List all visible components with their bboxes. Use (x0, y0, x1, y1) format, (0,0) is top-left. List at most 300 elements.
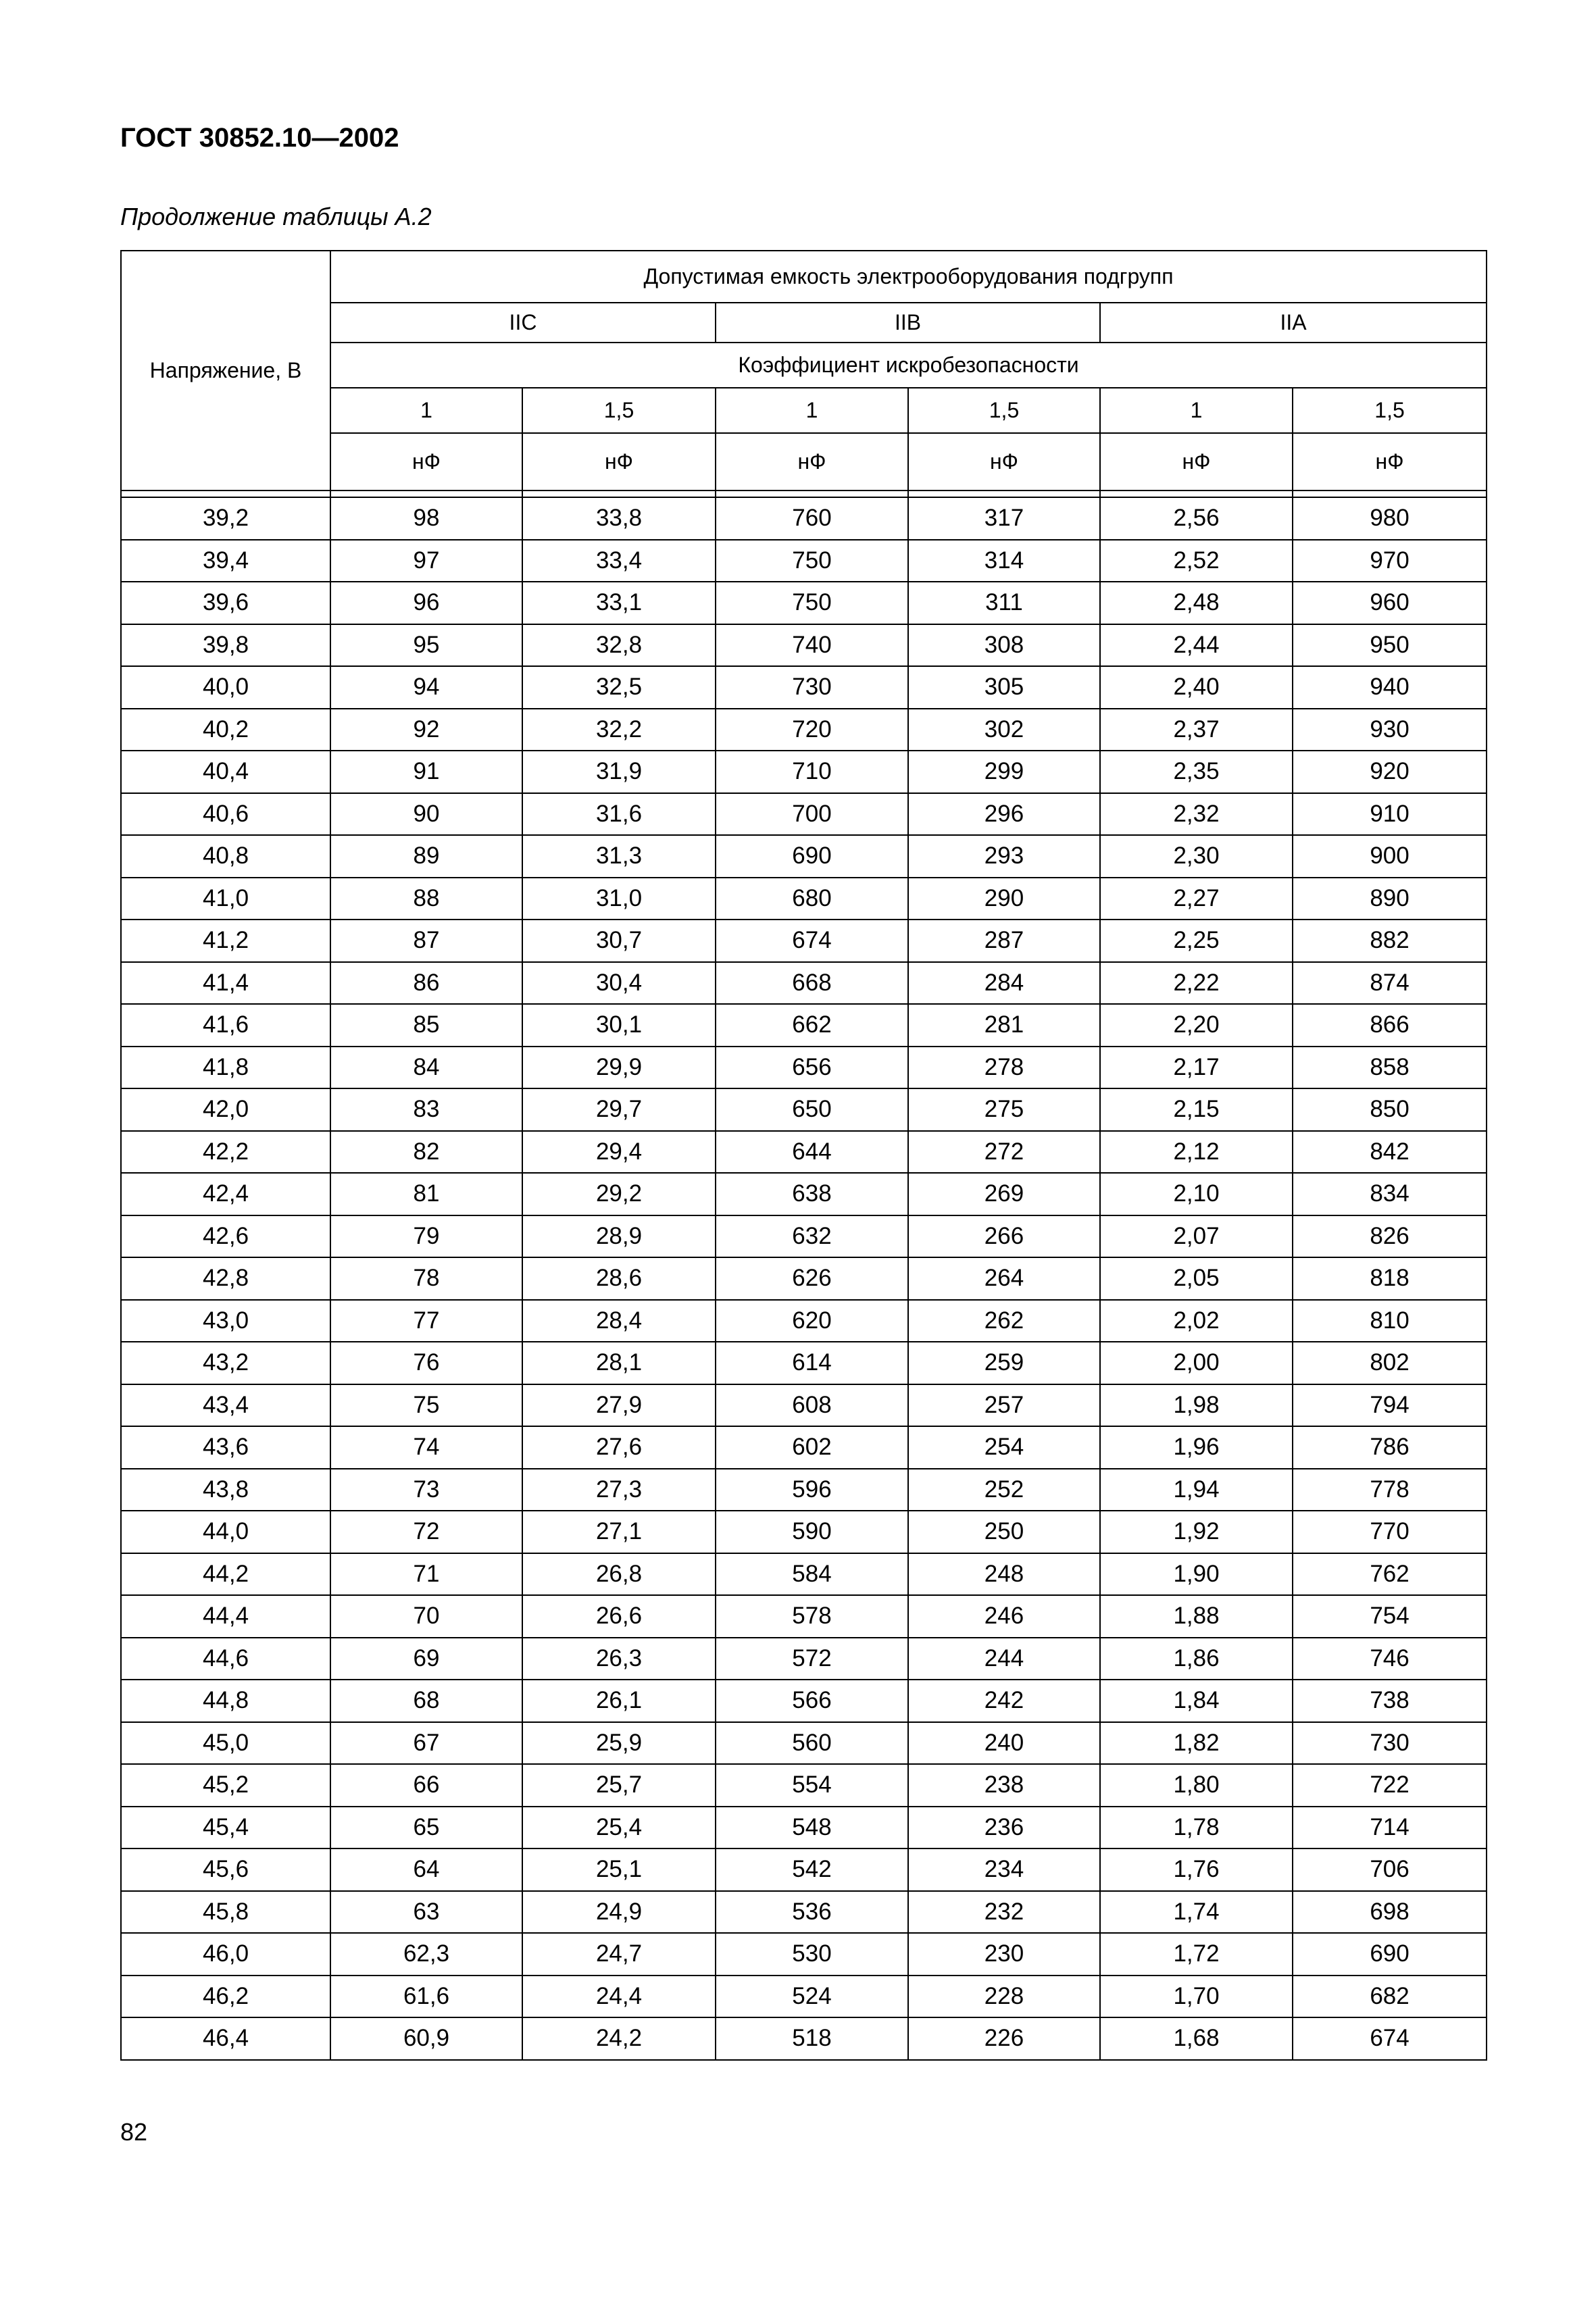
capacitance-cell: 85 (330, 1004, 522, 1047)
capacitance-cell: 27,1 (522, 1511, 716, 1553)
header-separator (121, 491, 1487, 497)
table-row (121, 1891, 1487, 1934)
capacitance-cell: 2,52 (1100, 540, 1293, 582)
unit-cell: нФ (522, 433, 716, 491)
capacitance-cell: 296 (908, 793, 1100, 836)
voltage-header: Напряжение, В (121, 251, 330, 491)
capacitance-cell: 842 (1293, 1131, 1487, 1174)
table-row (121, 709, 1487, 751)
capacitance-cell: 228 (908, 1976, 1100, 2018)
table-row (121, 1469, 1487, 1511)
capacitance-cell: 97 (330, 540, 522, 582)
capacitance-cell: 62,3 (330, 1933, 522, 1976)
capacitance-cell: 27,9 (522, 1384, 716, 1427)
capacitance-cell: 79 (330, 1215, 522, 1258)
subgroup-iia-header: IIA (1100, 303, 1487, 343)
table-header (121, 251, 1487, 497)
capacitance-cell: 2,00 (1100, 1342, 1293, 1384)
capacitance-cell: 28,9 (522, 1215, 716, 1258)
capacitance-cell: 2,56 (1100, 497, 1293, 540)
capacitance-cell: 317 (908, 497, 1100, 540)
capacitance-cell: 27,3 (522, 1469, 716, 1511)
capacitance-cell: 75 (330, 1384, 522, 1427)
capacitance-cell: 24,7 (522, 1933, 716, 1976)
capacitance-cell: 314 (908, 540, 1100, 582)
capacitance-cell: 930 (1293, 709, 1487, 751)
capacitance-cell: 29,2 (522, 1173, 716, 1215)
capacitance-cell: 82 (330, 1131, 522, 1174)
capacitance-cell: 240 (908, 1722, 1100, 1765)
capacitance-cell: 834 (1293, 1173, 1487, 1215)
capacitance-cell: 74 (330, 1426, 522, 1469)
voltage-cell: 44,0 (121, 1511, 330, 1553)
capacitance-cell: 64 (330, 1848, 522, 1891)
capacitance-cell: 740 (716, 624, 908, 667)
capacitance-cell: 596 (716, 1469, 908, 1511)
capacitance-cell: 778 (1293, 1469, 1487, 1511)
capacitance-cell: 566 (716, 1680, 908, 1722)
capacitance-cell: 706 (1293, 1848, 1487, 1891)
capacitance-cell: 87 (330, 920, 522, 962)
capacitance-cell: 26,3 (522, 1638, 716, 1680)
capacitance-cell: 1,70 (1100, 1976, 1293, 2018)
capacitance-cell: 2,35 (1100, 751, 1293, 793)
capacitance-cell: 25,9 (522, 1722, 716, 1765)
capacitance-cell: 668 (716, 962, 908, 1005)
table-row (121, 1342, 1487, 1384)
table-row (121, 920, 1487, 962)
voltage-cell: 41,6 (121, 1004, 330, 1047)
capacitance-cell: 524 (716, 1976, 908, 2018)
table-row (121, 878, 1487, 920)
table-row (121, 540, 1487, 582)
capacitance-cell: 70 (330, 1595, 522, 1638)
capacitance-cell: 650 (716, 1088, 908, 1131)
capacitance-cell: 69 (330, 1638, 522, 1680)
capacitance-cell: 66 (330, 1764, 522, 1807)
capacitance-cell: 602 (716, 1426, 908, 1469)
capacitance-cell: 730 (1293, 1722, 1487, 1765)
voltage-cell: 45,2 (121, 1764, 330, 1807)
capacitance-cell: 2,07 (1100, 1215, 1293, 1258)
table-row (121, 1257, 1487, 1300)
capacitance-cell: 674 (716, 920, 908, 962)
table-row (121, 1553, 1487, 1596)
capacitance-cell: 73 (330, 1469, 522, 1511)
capacitance-cell: 33,4 (522, 540, 716, 582)
voltage-cell: 43,4 (121, 1384, 330, 1427)
capacitance-cell: 560 (716, 1722, 908, 1765)
capacitance-cell: 302 (908, 709, 1100, 751)
table-row (121, 751, 1487, 793)
capacitance-cell: 248 (908, 1553, 1100, 1596)
capacitance-cell: 614 (716, 1342, 908, 1384)
capacitance-cell: 234 (908, 1848, 1100, 1891)
capacitance-cell: 762 (1293, 1553, 1487, 1596)
capacitance-cell: 826 (1293, 1215, 1487, 1258)
voltage-cell: 42,2 (121, 1131, 330, 1174)
voltage-cell: 43,2 (121, 1342, 330, 1384)
capacitance-cell: 2,30 (1100, 835, 1293, 878)
capacitance-cell: 78 (330, 1257, 522, 1300)
capacitance-cell: 90 (330, 793, 522, 836)
capacitance-cell: 29,4 (522, 1131, 716, 1174)
capacitance-cell: 30,1 (522, 1004, 716, 1047)
voltage-cell: 43,0 (121, 1300, 330, 1342)
table-body (121, 497, 1487, 2060)
capacitance-cell: 2,10 (1100, 1173, 1293, 1215)
capacitance-cell: 269 (908, 1173, 1100, 1215)
capacitance-cell: 2,40 (1100, 666, 1293, 709)
voltage-cell: 45,8 (121, 1891, 330, 1934)
capacitance-cell: 244 (908, 1638, 1100, 1680)
unit-cell: нФ (1293, 433, 1487, 491)
table-row (121, 1384, 1487, 1427)
capacitance-cell: 874 (1293, 962, 1487, 1005)
voltage-cell: 41,2 (121, 920, 330, 962)
voltage-cell: 42,6 (121, 1215, 330, 1258)
capacitance-cell: 1,92 (1100, 1511, 1293, 1553)
capacitance-cell: 259 (908, 1342, 1100, 1384)
capacitance-cell: 26,6 (522, 1595, 716, 1638)
capacitance-cell: 31,3 (522, 835, 716, 878)
capacitance-cell: 1,86 (1100, 1638, 1293, 1680)
capacitance-cell: 29,9 (522, 1047, 716, 1089)
unit-cell: нФ (716, 433, 908, 491)
capacitance-cell: 26,1 (522, 1680, 716, 1722)
table-row (121, 1511, 1487, 1553)
unit-cell: нФ (330, 433, 522, 491)
capacitance-cell: 2,20 (1100, 1004, 1293, 1047)
document-title: ГОСТ 30852.10—2002 (120, 123, 399, 153)
capacitance-cell: 518 (716, 2017, 908, 2060)
capacitance-cell: 2,32 (1100, 793, 1293, 836)
capacitance-cell: 2,22 (1100, 962, 1293, 1005)
capacitance-cell: 91 (330, 751, 522, 793)
capacitance-cell: 584 (716, 1553, 908, 1596)
capacitance-cell: 910 (1293, 793, 1487, 836)
capacitance-cell: 950 (1293, 624, 1487, 667)
voltage-cell: 39,6 (121, 582, 330, 624)
capacitance-cell: 264 (908, 1257, 1100, 1300)
capacitance-cell: 246 (908, 1595, 1100, 1638)
capacitance-cell: 2,44 (1100, 624, 1293, 667)
capacitance-cell: 536 (716, 1891, 908, 1934)
coef-cell: 1 (1100, 388, 1293, 433)
table-row (121, 1004, 1487, 1047)
capacitance-cell: 750 (716, 540, 908, 582)
capacitance-cell: 30,4 (522, 962, 716, 1005)
table-caption: Продолжение таблицы А.2 (120, 203, 432, 230)
voltage-cell: 41,8 (121, 1047, 330, 1089)
capacitance-cell: 2,15 (1100, 1088, 1293, 1131)
capacitance-cell: 236 (908, 1807, 1100, 1849)
capacitance-cell: 92 (330, 709, 522, 751)
voltage-cell: 46,4 (121, 2017, 330, 2060)
table-row (121, 624, 1487, 667)
voltage-cell: 39,8 (121, 624, 330, 667)
capacitance-cell: 2,12 (1100, 1131, 1293, 1174)
capacitance-cell: 620 (716, 1300, 908, 1342)
capacitance-cell: 2,37 (1100, 709, 1293, 751)
capacitance-cell: 32,8 (522, 624, 716, 667)
capacitance-cell: 83 (330, 1088, 522, 1131)
capacitance-cell: 1,98 (1100, 1384, 1293, 1427)
unit-cell: нФ (908, 433, 1100, 491)
capacitance-cell: 24,4 (522, 1976, 716, 2018)
capacitance-cell: 626 (716, 1257, 908, 1300)
capacitance-cell: 281 (908, 1004, 1100, 1047)
table-row (121, 1173, 1487, 1215)
capacitance-cell: 86 (330, 962, 522, 1005)
capacitance-cell: 554 (716, 1764, 908, 1807)
capacitance-cell: 287 (908, 920, 1100, 962)
capacitance-cell: 242 (908, 1680, 1100, 1722)
capacitance-cell: 802 (1293, 1342, 1487, 1384)
capacitance-cell: 25,1 (522, 1848, 716, 1891)
table-row (121, 1807, 1487, 1849)
capacitance-cell: 656 (716, 1047, 908, 1089)
voltage-cell: 46,0 (121, 1933, 330, 1976)
table-row (121, 497, 1487, 540)
capacitance-cell: 65 (330, 1807, 522, 1849)
table-row (121, 666, 1487, 709)
capacitance-cell: 572 (716, 1638, 908, 1680)
voltage-cell: 45,4 (121, 1807, 330, 1849)
capacitance-cell: 920 (1293, 751, 1487, 793)
capacitance-cell: 1,84 (1100, 1680, 1293, 1722)
group-header: Допустимая емкость электрооборудования подгрупп (330, 251, 1487, 303)
capacitance-cell: 608 (716, 1384, 908, 1427)
table-row (121, 1848, 1487, 1891)
capacitance-cell: 63 (330, 1891, 522, 1934)
capacitance-cell: 32,5 (522, 666, 716, 709)
capacitance-cell: 84 (330, 1047, 522, 1089)
capacitance-cell: 770 (1293, 1511, 1487, 1553)
table-row (121, 2017, 1487, 2060)
capacitance-cell: 690 (1293, 1933, 1487, 1976)
table-row (121, 793, 1487, 836)
coefficient-header: Коэффициент искробезопасности (330, 343, 1487, 388)
voltage-cell: 41,4 (121, 962, 330, 1005)
capacitance-cell: 698 (1293, 1891, 1487, 1934)
table-row (121, 1680, 1487, 1722)
capacitance-cell: 960 (1293, 582, 1487, 624)
capacitance-cell: 308 (908, 624, 1100, 667)
capacitance-cell: 278 (908, 1047, 1100, 1089)
capacitance-cell: 25,7 (522, 1764, 716, 1807)
capacitance-cell: 2,02 (1100, 1300, 1293, 1342)
voltage-cell: 42,8 (121, 1257, 330, 1300)
capacitance-cell: 710 (716, 751, 908, 793)
capacitance-cell: 730 (716, 666, 908, 709)
table-row (121, 1047, 1487, 1089)
capacitance-cell: 818 (1293, 1257, 1487, 1300)
capacitance-cell: 89 (330, 835, 522, 878)
capacitance-cell: 858 (1293, 1047, 1487, 1089)
capacitance-cell: 644 (716, 1131, 908, 1174)
table-row (121, 1933, 1487, 1976)
capacitance-cell: 290 (908, 878, 1100, 920)
table-row (121, 1595, 1487, 1638)
capacitance-cell: 95 (330, 624, 522, 667)
capacitance-cell: 2,25 (1100, 920, 1293, 962)
voltage-cell: 40,6 (121, 793, 330, 836)
capacitance-cell: 850 (1293, 1088, 1487, 1131)
unit-cell: нФ (1100, 433, 1293, 491)
capacitance-cell: 71 (330, 1553, 522, 1596)
capacitance-cell: 720 (716, 709, 908, 751)
coef-cell: 1 (716, 388, 908, 433)
capacitance-cell: 722 (1293, 1764, 1487, 1807)
capacitance-cell: 31,0 (522, 878, 716, 920)
capacitance-cell: 714 (1293, 1807, 1487, 1849)
voltage-cell: 45,0 (121, 1722, 330, 1765)
capacitance-cell: 638 (716, 1173, 908, 1215)
table-row (121, 1300, 1487, 1342)
table-row (121, 835, 1487, 878)
capacitance-cell: 680 (716, 878, 908, 920)
capacitance-cell: 542 (716, 1848, 908, 1891)
capacitance-cell: 690 (716, 835, 908, 878)
capacitance-cell: 30,7 (522, 920, 716, 962)
capacitance-cell: 1,94 (1100, 1469, 1293, 1511)
capacitance-cell: 24,9 (522, 1891, 716, 1934)
capacitance-cell: 28,6 (522, 1257, 716, 1300)
capacitance-cell: 232 (908, 1891, 1100, 1934)
capacitance-cell: 1,96 (1100, 1426, 1293, 1469)
coef-cell: 1,5 (522, 388, 716, 433)
voltage-cell: 41,0 (121, 878, 330, 920)
capacitance-cell: 262 (908, 1300, 1100, 1342)
voltage-cell: 43,8 (121, 1469, 330, 1511)
capacitance-cell: 230 (908, 1933, 1100, 1976)
capacitance-cell: 578 (716, 1595, 908, 1638)
capacitance-cell: 257 (908, 1384, 1100, 1427)
capacitance-cell: 254 (908, 1426, 1100, 1469)
capacitance-cell: 238 (908, 1764, 1100, 1807)
capacitance-cell: 866 (1293, 1004, 1487, 1047)
capacitance-cell: 1,72 (1100, 1933, 1293, 1976)
capacitance-cell: 311 (908, 582, 1100, 624)
table-row (121, 962, 1487, 1005)
capacitance-cell: 700 (716, 793, 908, 836)
capacitance-cell: 980 (1293, 497, 1487, 540)
capacitance-cell: 81 (330, 1173, 522, 1215)
capacitance-cell: 1,68 (1100, 2017, 1293, 2060)
capacitance-cell: 674 (1293, 2017, 1487, 2060)
voltage-cell: 44,2 (121, 1553, 330, 1596)
capacitance-cell: 682 (1293, 1976, 1487, 2018)
capacitance-cell: 1,90 (1100, 1553, 1293, 1596)
capacitance-cell: 900 (1293, 835, 1487, 878)
capacitance-cell: 68 (330, 1680, 522, 1722)
capacitance-cell: 31,9 (522, 751, 716, 793)
voltage-cell: 40,8 (121, 835, 330, 878)
capacitance-cell: 662 (716, 1004, 908, 1047)
capacitance-cell: 94 (330, 666, 522, 709)
coef-cell: 1,5 (908, 388, 1100, 433)
capacitance-table (120, 250, 1487, 2061)
capacitance-cell: 1,74 (1100, 1891, 1293, 1934)
capacitance-cell: 1,88 (1100, 1595, 1293, 1638)
capacitance-cell: 548 (716, 1807, 908, 1849)
capacitance-cell: 272 (908, 1131, 1100, 1174)
capacitance-cell: 1,78 (1100, 1807, 1293, 1849)
capacitance-cell: 2,05 (1100, 1257, 1293, 1300)
table-row (121, 582, 1487, 624)
table-row (121, 1215, 1487, 1258)
capacitance-cell: 794 (1293, 1384, 1487, 1427)
capacitance-cell: 60,9 (330, 2017, 522, 2060)
capacitance-cell: 61,6 (330, 1976, 522, 2018)
voltage-cell: 39,4 (121, 540, 330, 582)
capacitance-cell: 31,6 (522, 793, 716, 836)
capacitance-cell: 96 (330, 582, 522, 624)
voltage-cell: 40,2 (121, 709, 330, 751)
voltage-cell: 42,4 (121, 1173, 330, 1215)
table-row (121, 1976, 1487, 2018)
voltage-cell: 40,4 (121, 751, 330, 793)
capacitance-cell: 27,6 (522, 1426, 716, 1469)
capacitance-cell: 2,27 (1100, 878, 1293, 920)
capacitance-cell: 786 (1293, 1426, 1487, 1469)
voltage-cell: 44,6 (121, 1638, 330, 1680)
capacitance-cell: 88 (330, 878, 522, 920)
capacitance-cell: 305 (908, 666, 1100, 709)
capacitance-cell: 28,4 (522, 1300, 716, 1342)
capacitance-cell: 76 (330, 1342, 522, 1384)
capacitance-cell: 882 (1293, 920, 1487, 962)
voltage-cell: 40,0 (121, 666, 330, 709)
capacitance-cell: 754 (1293, 1595, 1487, 1638)
capacitance-cell: 72 (330, 1511, 522, 1553)
capacitance-cell: 2,17 (1100, 1047, 1293, 1089)
capacitance-cell: 2,48 (1100, 582, 1293, 624)
capacitance-cell: 275 (908, 1088, 1100, 1131)
capacitance-cell: 98 (330, 497, 522, 540)
capacitance-cell: 940 (1293, 666, 1487, 709)
capacitance-cell: 890 (1293, 878, 1487, 920)
coef-cell: 1,5 (1293, 388, 1487, 433)
capacitance-cell: 29,7 (522, 1088, 716, 1131)
capacitance-cell: 26,8 (522, 1553, 716, 1596)
voltage-cell: 43,6 (121, 1426, 330, 1469)
capacitance-cell: 760 (716, 497, 908, 540)
capacitance-cell: 746 (1293, 1638, 1487, 1680)
voltage-cell: 39,2 (121, 497, 330, 540)
capacitance-cell: 67 (330, 1722, 522, 1765)
capacitance-cell: 266 (908, 1215, 1100, 1258)
capacitance-cell: 1,82 (1100, 1722, 1293, 1765)
capacitance-cell: 24,2 (522, 2017, 716, 2060)
capacitance-cell: 1,80 (1100, 1764, 1293, 1807)
subgroup-iib-header: IIB (716, 303, 1100, 343)
voltage-cell: 44,4 (121, 1595, 330, 1638)
capacitance-cell: 77 (330, 1300, 522, 1342)
capacitance-cell: 284 (908, 962, 1100, 1005)
voltage-cell: 42,0 (121, 1088, 330, 1131)
table-row (121, 1088, 1487, 1131)
subgroup-iic-header: IIC (330, 303, 716, 343)
coef-cell: 1 (330, 388, 522, 433)
capacitance-cell: 33,1 (522, 582, 716, 624)
capacitance-cell: 530 (716, 1933, 908, 1976)
capacitance-cell: 226 (908, 2017, 1100, 2060)
voltage-cell: 46,2 (121, 1976, 330, 2018)
capacitance-cell: 252 (908, 1469, 1100, 1511)
capacitance-cell: 28,1 (522, 1342, 716, 1384)
